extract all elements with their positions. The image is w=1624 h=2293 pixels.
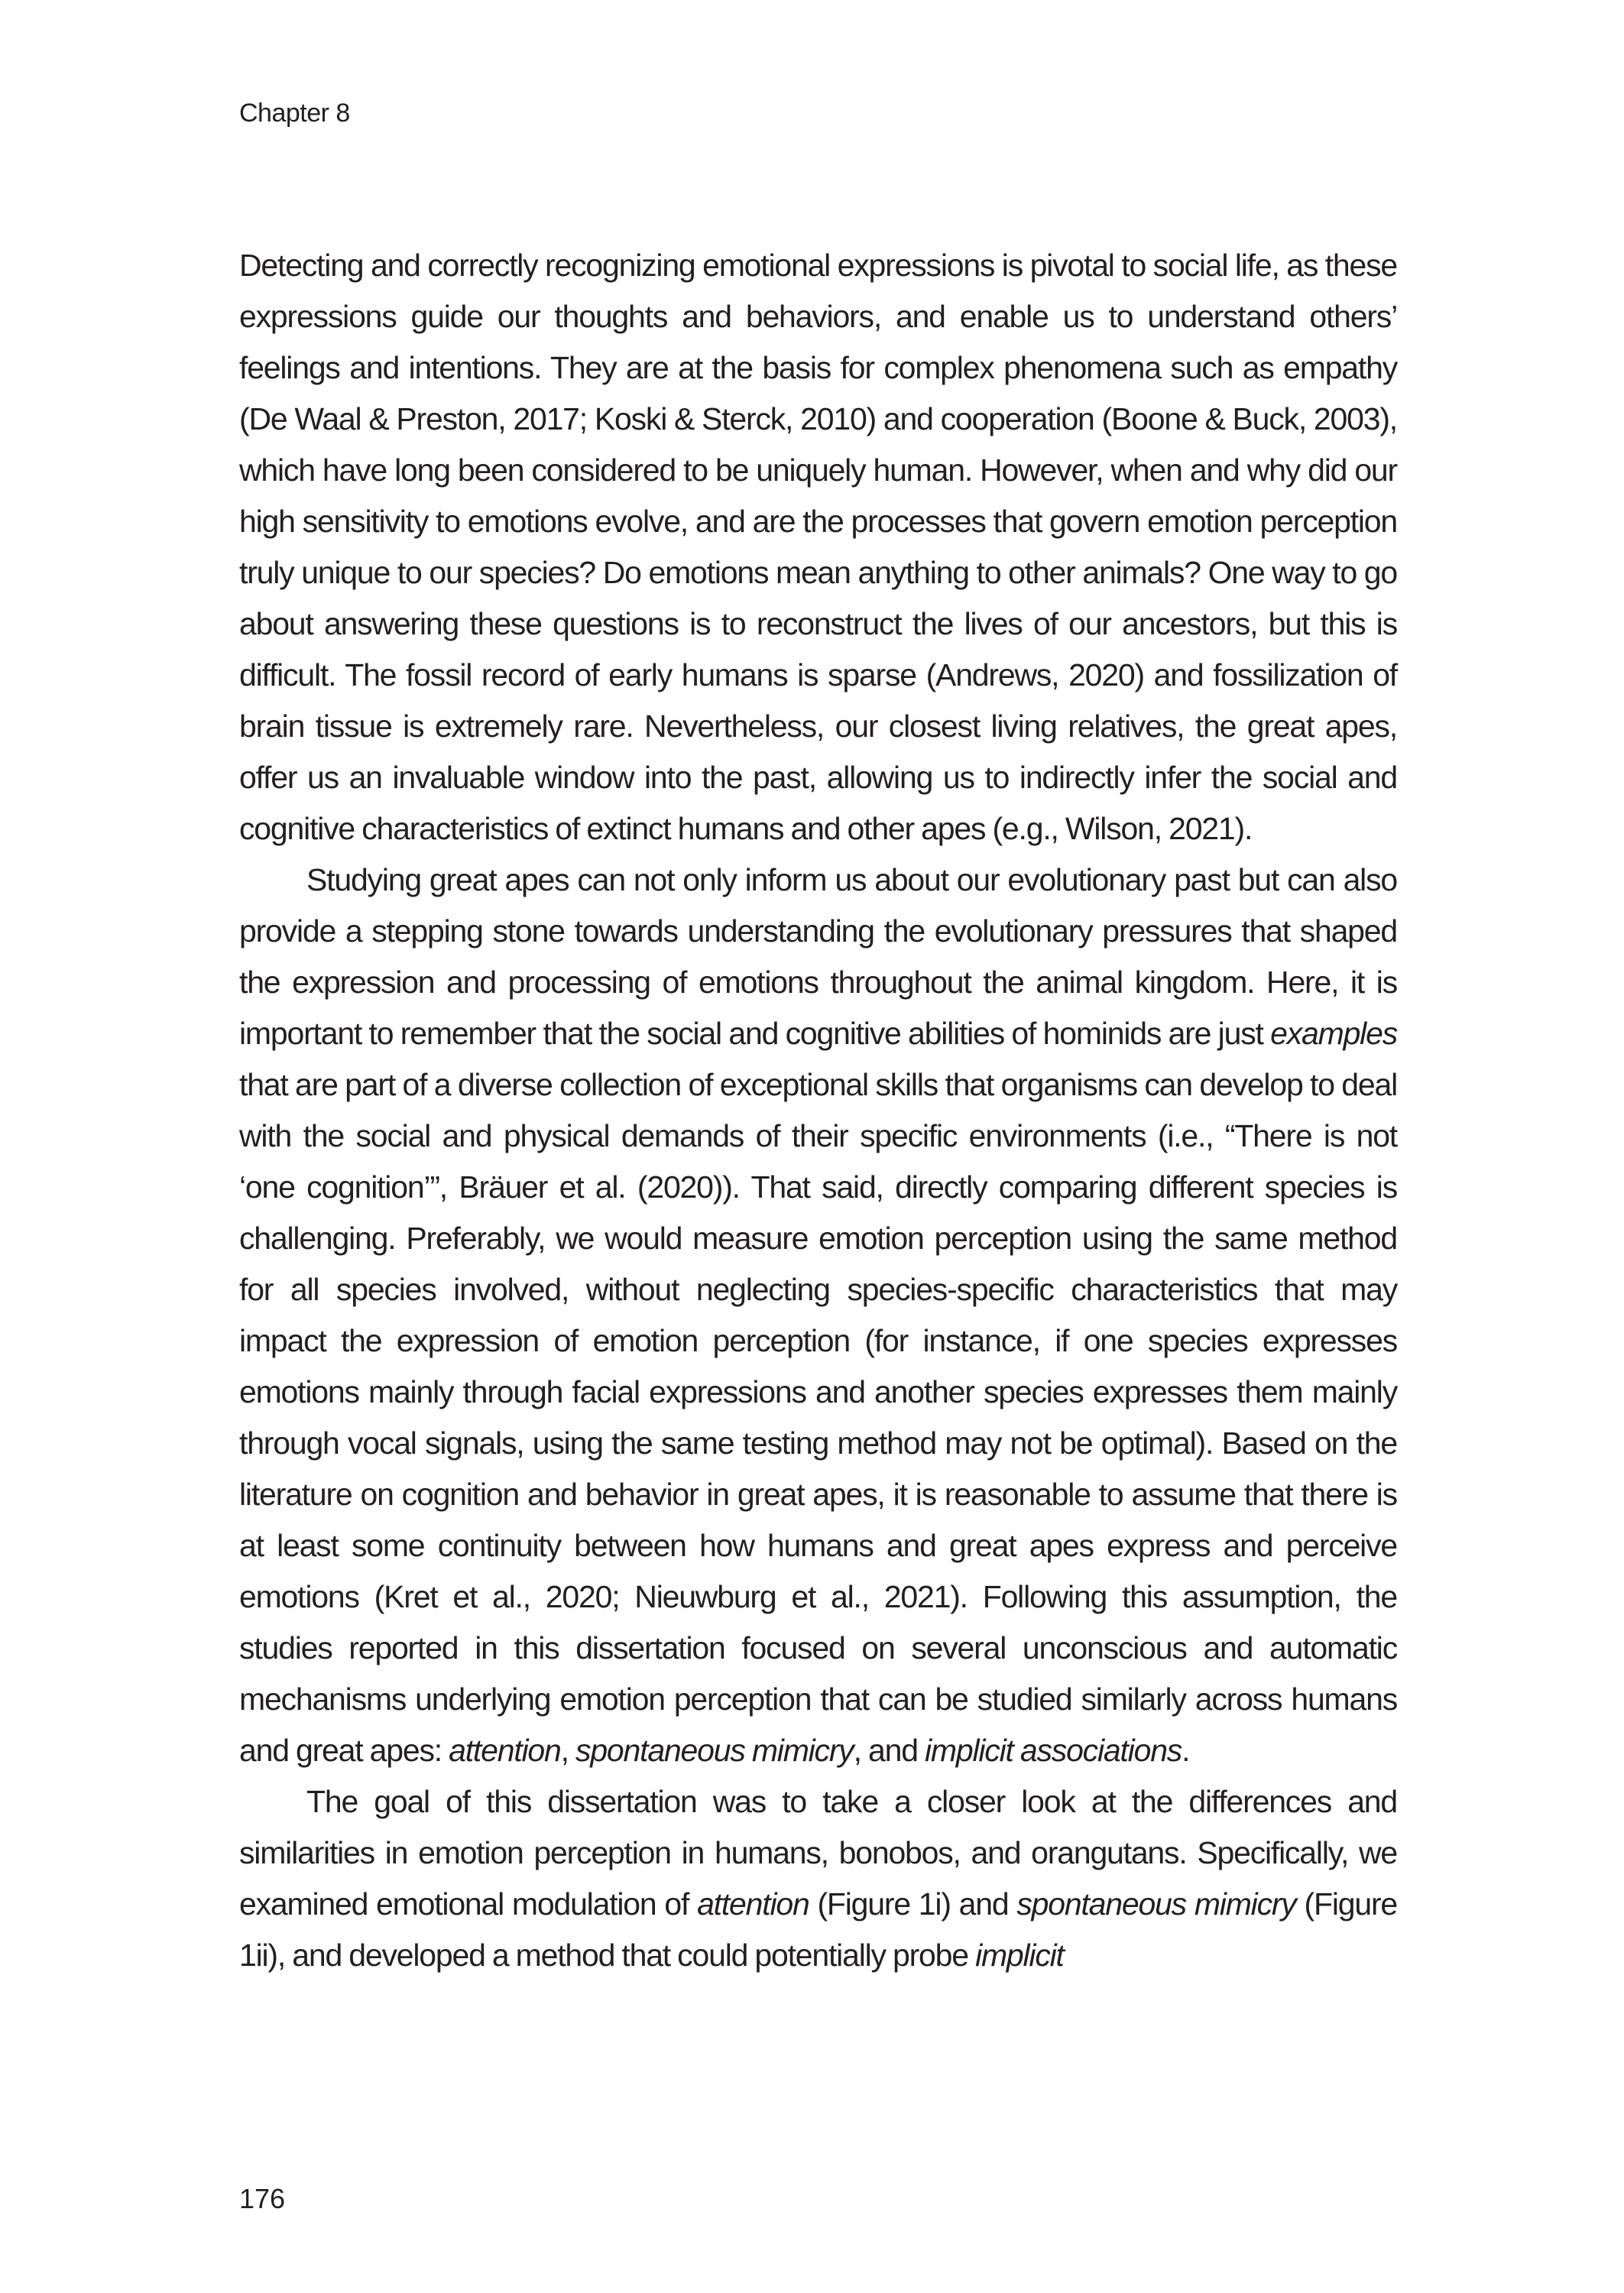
page-number: 176 — [239, 2183, 286, 2214]
text-run: (Figure 1i) and — [809, 1886, 1017, 1922]
text-run: Studying great apes can not only inform us about our evolutionary past but can also provide a stepping stone towards understanding the evolutionary pressures that shaped the expression and processing of emotions throughout the animal kingdom. Here, it is important to remember that the social and cognitive abilities of hominids are just — [239, 862, 1397, 1051]
text-run: The goal of this dissertation was to take a closer look at the differences and similarities in emotion perception in humans, bonobos, and orangutans. Specifically, we examined emotional modulation of — [239, 1784, 1397, 1922]
paragraph — [239, 1776, 1397, 1981]
text-run: , — [560, 1733, 576, 1768]
running-head: Chapter 8 — [239, 99, 350, 128]
paragraph — [239, 240, 1397, 855]
italic-text: implicit — [975, 1938, 1064, 1973]
italic-text: spontaneous mimicry — [1016, 1886, 1296, 1922]
text-run: that are part of a diverse collection of exceptional skills that organisms can develop to deal with the social and physical demands of their specific environments (i.e., “There is not ‘one cognition’”, Bräuer et al. (2020)). That said, directly comparing different species is challenging. Preferably, we would measure emotion perception using the same method for all species involved, without neglecting species-specific characteristics that may impact the expression of emotion perception (for instance, if one species expresses emotions mainly through facial expressions and another species expresses them mainly through vocal signals, using the same testing method may not be optimal). Based on the literature on cognition and behavior in great apes, it is reasonable to assume that there is at least some continuity between how humans and great apes express and perceive emotions (Kret et al., 2020; Nieuwburg et al., 2021). Following this assumption, the studies reported in this dissertation focused on several unconscious and automatic mechanisms underlying emotion perception that can be studied similarly across humans and great apes: — [239, 1067, 1397, 1768]
italic-text: implicit associations — [925, 1733, 1182, 1768]
text-run: Detecting and correctly recognizing emotional expressions is pivotal to social life, as these expressions guide our thoughts and behaviors, and enable us to understand others’ feelings and intentions. They are at the basis for complex phenomena such as empathy (De Waal & Preston, 2017; Koski & Sterck, 2010) and cooperation (Boone & Buck, 2003), which have long been considered to be uniquely human. However, when and why did our high sensitivity to emotions evolve, and are the processes that govern emotion perception truly unique to our species? Do emotions mean anything to other animals? One way to go about answering these questions is to reconstruct the lives of our ancestors, but this is difficult. The fossil record of early humans is sparse (Andrews, 2020) and fossilization of brain tissue is extremely rare. Nevertheless, our closest living relatives, the great apes, offer us an invaluable window into the past, allowing us to indirectly infer the social and cognitive characteristics of extinct humans and other apes (e.g., Wilson, 2021). — [239, 248, 1397, 846]
paragraph — [239, 855, 1397, 1776]
italic-text: spontaneous mimicry — [575, 1733, 854, 1768]
text-run: , and — [853, 1733, 925, 1768]
text-run: . — [1182, 1733, 1190, 1768]
body-text — [239, 240, 1397, 1981]
italic-text: attention — [697, 1886, 809, 1922]
italic-text: attention — [449, 1733, 561, 1768]
italic-text: examples — [1270, 1016, 1397, 1051]
text-run: (Figure 1ii), and developed a method that could potentially probe — [239, 1886, 1397, 1973]
